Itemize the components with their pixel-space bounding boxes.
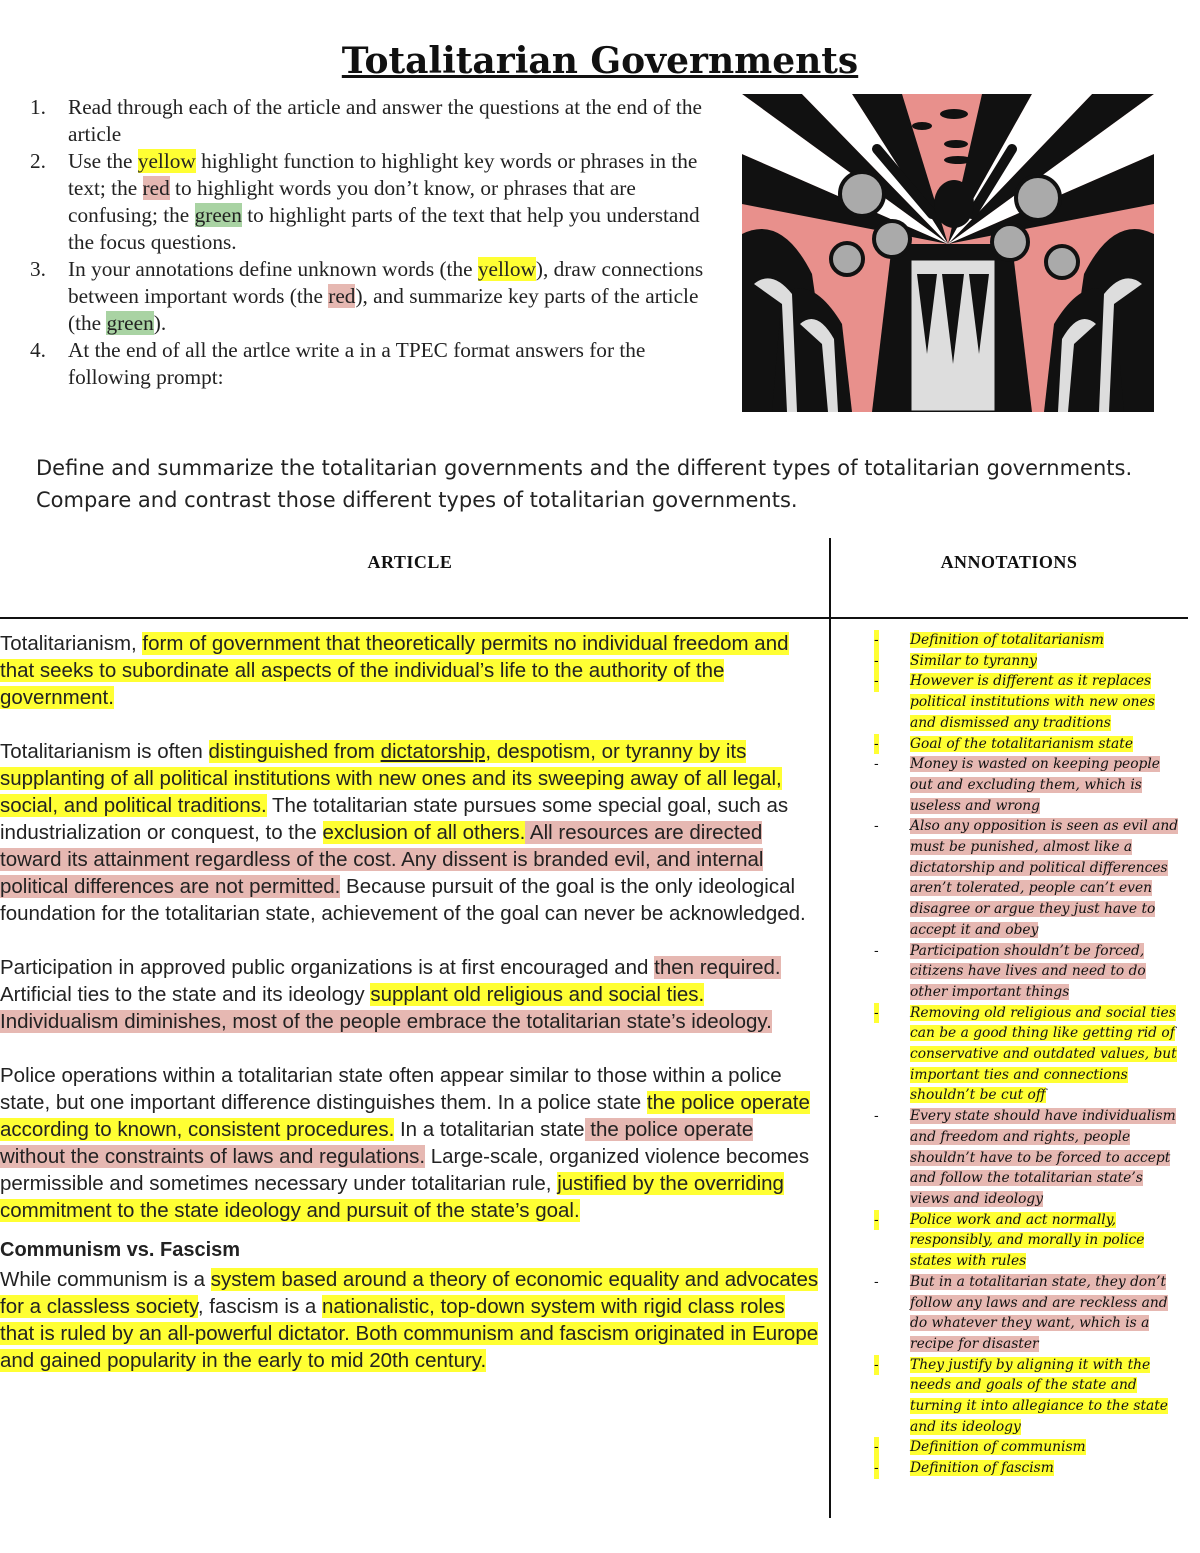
bullet-dash: - (874, 1210, 879, 1231)
instruction-text: Use the (68, 149, 138, 173)
red-label: red (142, 176, 170, 200)
header-divider (0, 617, 1188, 619)
yellow-highlight: distinguished from (208, 740, 381, 763)
annotation-item (872, 1106, 1182, 1210)
annotation-item (872, 754, 1182, 816)
annotation-text: Every state should have individualism and freedom and rights, people shouldn’t have to be forced to accept and follow the totalitarian state’s views and ideology (910, 1108, 1176, 1207)
annotation-item (872, 816, 1182, 940)
text: Because pursuit of the goal is the only ideological foundation for the totalitarian state, achievement of the goal can never be acknowledged. (0, 875, 806, 925)
essay-prompt: Define and summarize the totalitarian governments and the different types of totalitarian governments. Compare and contrast those different types of totalitarian governments. (36, 456, 1133, 512)
yellow-highlight: exclusion of all others. (322, 821, 526, 844)
annotation-text: Definition of totalitarianism (910, 632, 1104, 648)
green-label: green (106, 311, 154, 335)
yellow-label: yellow (477, 257, 536, 281)
annotation-item (872, 671, 1182, 733)
bullet-dash: - (874, 1108, 879, 1125)
bullet-dash: - (874, 1437, 879, 1458)
instruction-number: 2. (30, 149, 46, 173)
instruction-text: ), draw connections between important words (the (68, 257, 704, 308)
annotation-item (872, 734, 1182, 755)
text: Police operations within a totalitarian state often appear similar to those within a police state, but one important difference distinguishes them. In a police state (0, 1064, 782, 1114)
annotation-item (872, 1355, 1182, 1438)
annotation-item (872, 651, 1182, 672)
yellow-highlight: , despotism, or tyranny by its supplanting of all political institutions with new ones and its sweeping away of all legal, social, and political traditions. (0, 740, 782, 817)
instruction-number: 4. (30, 338, 46, 362)
annotation-item (872, 1210, 1182, 1272)
instruction-item (30, 148, 720, 256)
instruction-text: ). (153, 311, 167, 335)
annotation-text: They justify by aligning it with the needs and goals of the state and turning it into allegiance to the state and its ideology (910, 1356, 1168, 1435)
annotation-text: Similar to tyranny (910, 652, 1037, 669)
article-paragraph (0, 1062, 822, 1224)
text: Totalitarianism is often (0, 740, 209, 763)
article-paragraph (0, 1266, 822, 1374)
yellow-highlight-underlined: dictatorship (380, 740, 486, 763)
red-label: red (328, 284, 356, 308)
annotations-column-header: ANNOTATIONS (940, 552, 1078, 572)
bullet-dash: - (874, 818, 879, 835)
bullet-dash: - (874, 756, 879, 773)
annotation-text: Definition of communism (910, 1439, 1086, 1456)
yellow-highlight: justified by the overriding commitment to the state ideology and pursuit of the state’s goal. (0, 1172, 784, 1222)
instruction-text: to highlight parts of the text that help you understand the focus questions. (68, 203, 700, 254)
instruction-item (30, 337, 720, 391)
instruction-item (30, 94, 720, 148)
yellow-label: yellow (137, 149, 196, 173)
text: Participation in approved public organizations is at first encouraged and (0, 956, 655, 979)
annotation-item (872, 1272, 1182, 1355)
instruction-text: In your annotations define unknown words (the (68, 257, 478, 281)
instruction-number: 1. (30, 95, 46, 119)
yellow-highlight: the police operate according to known, consistent procedures. (0, 1091, 810, 1141)
article-paragraph (0, 954, 822, 1035)
red-highlight: the police operate without the constraints of laws and regulations. (0, 1118, 754, 1168)
bullet-dash: - (874, 1003, 879, 1024)
annotation-text: However is different as it replaces political institutions with new ones and dismissed any traditions (910, 673, 1155, 731)
text: The totalitarian state pursues some special goal, such as industrialization or conquest, to the (0, 794, 789, 844)
yellow-highlight: system based around a theory of economic equality and advocates for a classless society (0, 1268, 819, 1318)
instruction-text: Read through each of the article and answer the questions at the end of the article (68, 95, 702, 146)
bullet-dash: - (874, 671, 879, 692)
article-column-header: ARTICLE (367, 552, 453, 572)
article-body (0, 630, 822, 1401)
instruction-text: highlight function to highlight key words or phrases in the text; the (68, 149, 698, 200)
annotation-text: Definition of fascism (910, 1460, 1054, 1477)
bullet-dash: - (874, 942, 879, 959)
bullet-dash: - (874, 651, 879, 672)
instruction-text: ), and summarize key parts of the article (the (68, 284, 699, 335)
annotation-item (872, 1003, 1182, 1107)
text: , fascism is a (197, 1295, 323, 1318)
red-highlight: All resources are directed toward its attainment regardless of the cost. Any dissent is branded evil, and internal political differences are not permitted. (0, 821, 764, 898)
annotation-text: Also any opposition is seen as evil and must be punished, almost like a dictatorship and political differences aren’t tolerated, people can’t even disagree or argue they just have to accept it and obey (910, 818, 1179, 938)
instruction-item (30, 256, 720, 337)
annotation-item (872, 1437, 1182, 1458)
text: While communism is a (0, 1268, 211, 1291)
yellow-highlight: nationalistic, top-down system with rigid class roles that is ruled by an all-powerful dictator. Both communism and fascism originated in Europe and gained popularity in the early to mid 20th century. (0, 1295, 819, 1372)
instruction-text: to highlight words you don’t know, or phrases that are confusing; the (68, 176, 636, 227)
annotation-text: Removing old religious and social ties can be a good thing like getting rid of conservative and outdated values, but important ties and connections shouldn’t be cut off (910, 1004, 1177, 1104)
page-title: Totalitarian Governments (341, 40, 859, 82)
text: In a totalitarian state (394, 1118, 585, 1141)
bullet-dash: - (874, 1273, 879, 1290)
annotation-item (872, 1458, 1182, 1479)
bullet-dash: - (874, 1355, 879, 1376)
bullet-dash: - (874, 734, 879, 755)
annotation-item (872, 630, 1182, 651)
red-highlight: then required. (654, 956, 781, 979)
yellow-highlight: form of government that theoretically permits no individual freedom and that seeks to subordinate all aspects of the individual’s life to the authority of the government. (0, 632, 789, 709)
annotation-text: Police work and act normally, responsibly, and morally in police states with rules (910, 1211, 1145, 1270)
annotation-item (872, 941, 1182, 1003)
article-paragraph (0, 630, 822, 711)
annotation-text: But in a totalitarian state, they don’t follow any laws and are reckless and do whatever they want, which is a recipe for disaster (910, 1273, 1168, 1352)
annotation-text: Goal of the totalitarianism state (910, 735, 1133, 752)
article-paragraph (0, 738, 822, 927)
yellow-highlight: supplant old religious and social ties. (370, 983, 705, 1006)
annotation-text: Participation shouldn’t be forced, citizens have lives and need to do other important things (910, 942, 1146, 1000)
text: Large-scale, organized violence becomes permissible and sometimes necessary under totalitarian rule, (0, 1145, 810, 1195)
annotations-list (872, 630, 1182, 1479)
section-heading: Communism vs. Fascism (0, 1239, 241, 1261)
bullet-dash: - (874, 630, 879, 651)
text: Totalitarianism, (0, 632, 143, 655)
instructions-list (30, 94, 720, 391)
bullet-dash: - (874, 1458, 879, 1479)
text: Artificial ties to the state and its ideology (0, 983, 371, 1006)
column-divider (829, 538, 831, 1518)
propaganda-poster-image (742, 94, 1154, 412)
instruction-number: 3. (30, 257, 46, 281)
annotation-text: Money is wasted on keeping people out and excluding them, which is useless and wrong (910, 756, 1160, 814)
green-label: green (194, 203, 242, 227)
red-highlight: Individualism diminishes, most of the people embrace the totalitarian state’s ideology. (0, 1010, 772, 1033)
instruction-text: At the end of all the artlce write a in a TPEC format answers for the following prompt: (68, 338, 646, 389)
